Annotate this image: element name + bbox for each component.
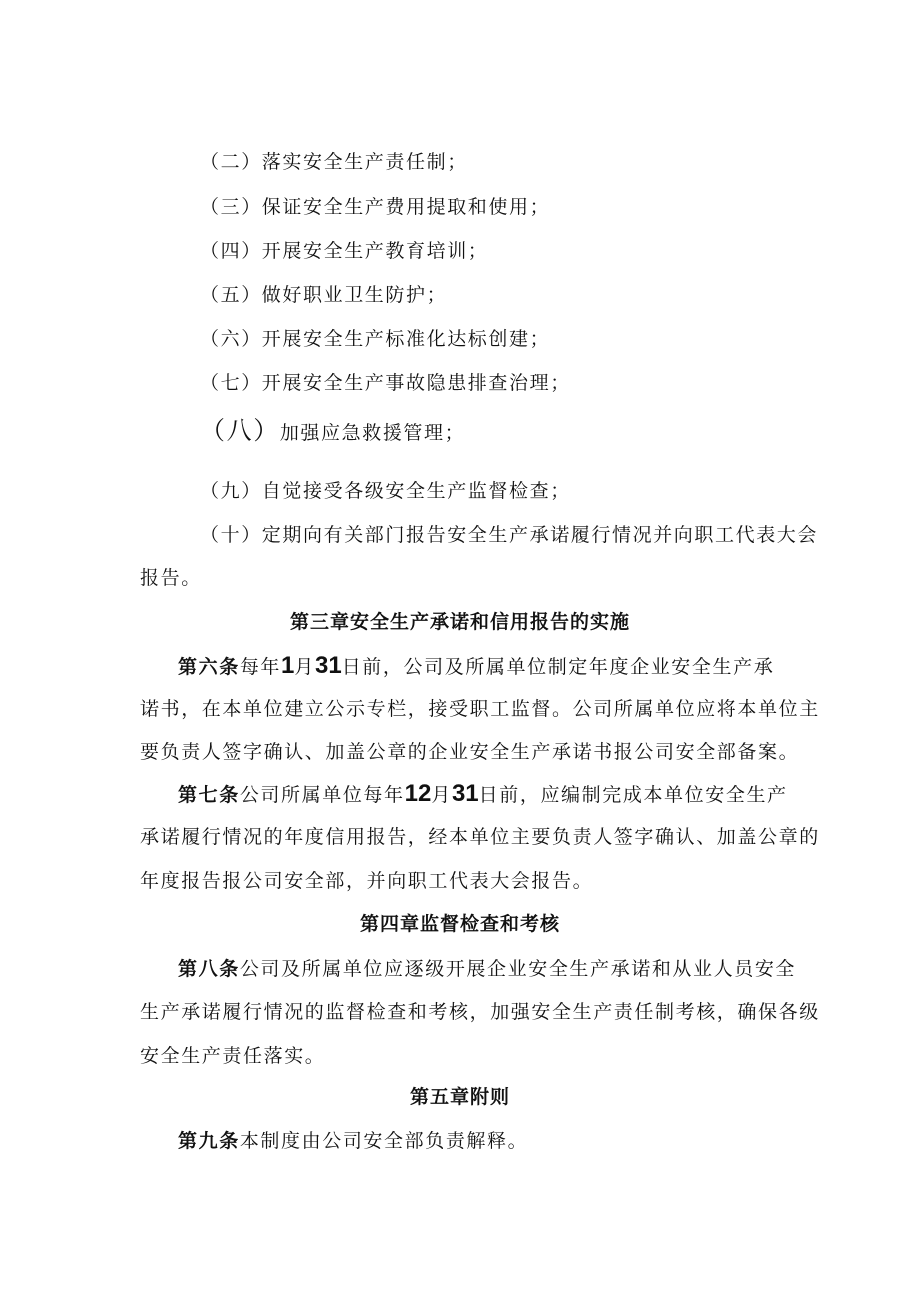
article-8-text: 公司及所属单位应逐级开展企业安全生产承诺和从业人员安全 <box>239 958 797 980</box>
chapter-3-heading: 第三章安全生产承诺和信用报告的实施 <box>289 611 630 633</box>
article-6-mid: 月 <box>294 656 315 678</box>
article-8-line1 <box>178 957 796 981</box>
article-7-line1 <box>178 782 788 807</box>
chapter-5-heading: 第五章附则 <box>409 1086 510 1108</box>
article-8-label: 第八条 <box>178 958 240 980</box>
article-7-month: 12 <box>404 780 432 807</box>
article-7-line2: 承诺履行情况的年度信用报告，经本单位主要负责人签字确认、加盖公章的 <box>140 826 820 848</box>
article-9-text: 本制度由公司安全部负责解释。 <box>239 1130 529 1152</box>
article-6-pre: 每年 <box>239 656 282 678</box>
article-7-pre: 公司所属单位每年 <box>239 784 405 806</box>
article-6-month: 1 <box>281 652 295 679</box>
list-item-5: （五）做好职业卫生防护； <box>200 284 448 306</box>
list-item-3: （三）保证安全生产费用提取和使用； <box>200 196 551 218</box>
article-9-line1 <box>178 1129 528 1153</box>
list-item-6: （六）开展安全生产标准化达标创建； <box>200 328 551 350</box>
article-7-line3: 年度报告报公司安全部，并向职工代表大会报告。 <box>140 870 594 892</box>
article-9-label: 第九条 <box>178 1130 240 1152</box>
list-item-7: （七）开展安全生产事故隐患排查治理； <box>200 372 571 394</box>
article-8-line3: 安全生产责任落实。 <box>140 1045 326 1067</box>
article-6-line1 <box>178 654 774 679</box>
article-7-post: 日前，应编制完成本单位安全生产 <box>478 784 788 806</box>
article-8-line2: 生产承诺履行情况的监督检查和考核，加强安全生产责任制考核，确保各级 <box>140 1001 820 1023</box>
list-item-8-marker: （八） <box>200 416 280 445</box>
list-item-2: （二）落实安全生产责任制； <box>200 151 468 173</box>
list-item-9: （九）自觉接受各级安全生产监督检查； <box>200 480 571 502</box>
article-6-line2: 诺书，在本单位建立公示专栏，接受职工监督。公司所属单位应将本单位主 <box>140 698 820 720</box>
list-item-10-line2: 报告。 <box>140 567 202 589</box>
article-6-day: 31 <box>314 652 342 679</box>
article-6-post: 日前，公司及所属单位制定年度企业安全生产承 <box>341 656 775 678</box>
article-6-line3: 要负责人签字确认、加盖公章的企业安全生产承诺书报公司安全部备案。 <box>140 741 800 763</box>
list-item-10-line1: （十）定期向有关部门报告安全生产承诺履行情况并向职工代表大会 <box>200 524 819 546</box>
list-item-8 <box>200 416 466 445</box>
article-7-mid: 月 <box>431 784 452 806</box>
article-7-day: 31 <box>451 780 479 807</box>
list-item-4: （四）开展安全生产教育培训； <box>200 240 489 262</box>
article-7-label: 第七条 <box>178 784 240 806</box>
list-item-8-text: 加强应急救援管理； <box>279 422 466 444</box>
chapter-4-heading: 第四章监督检查和考核 <box>359 913 560 935</box>
article-6-label: 第六条 <box>178 656 240 678</box>
